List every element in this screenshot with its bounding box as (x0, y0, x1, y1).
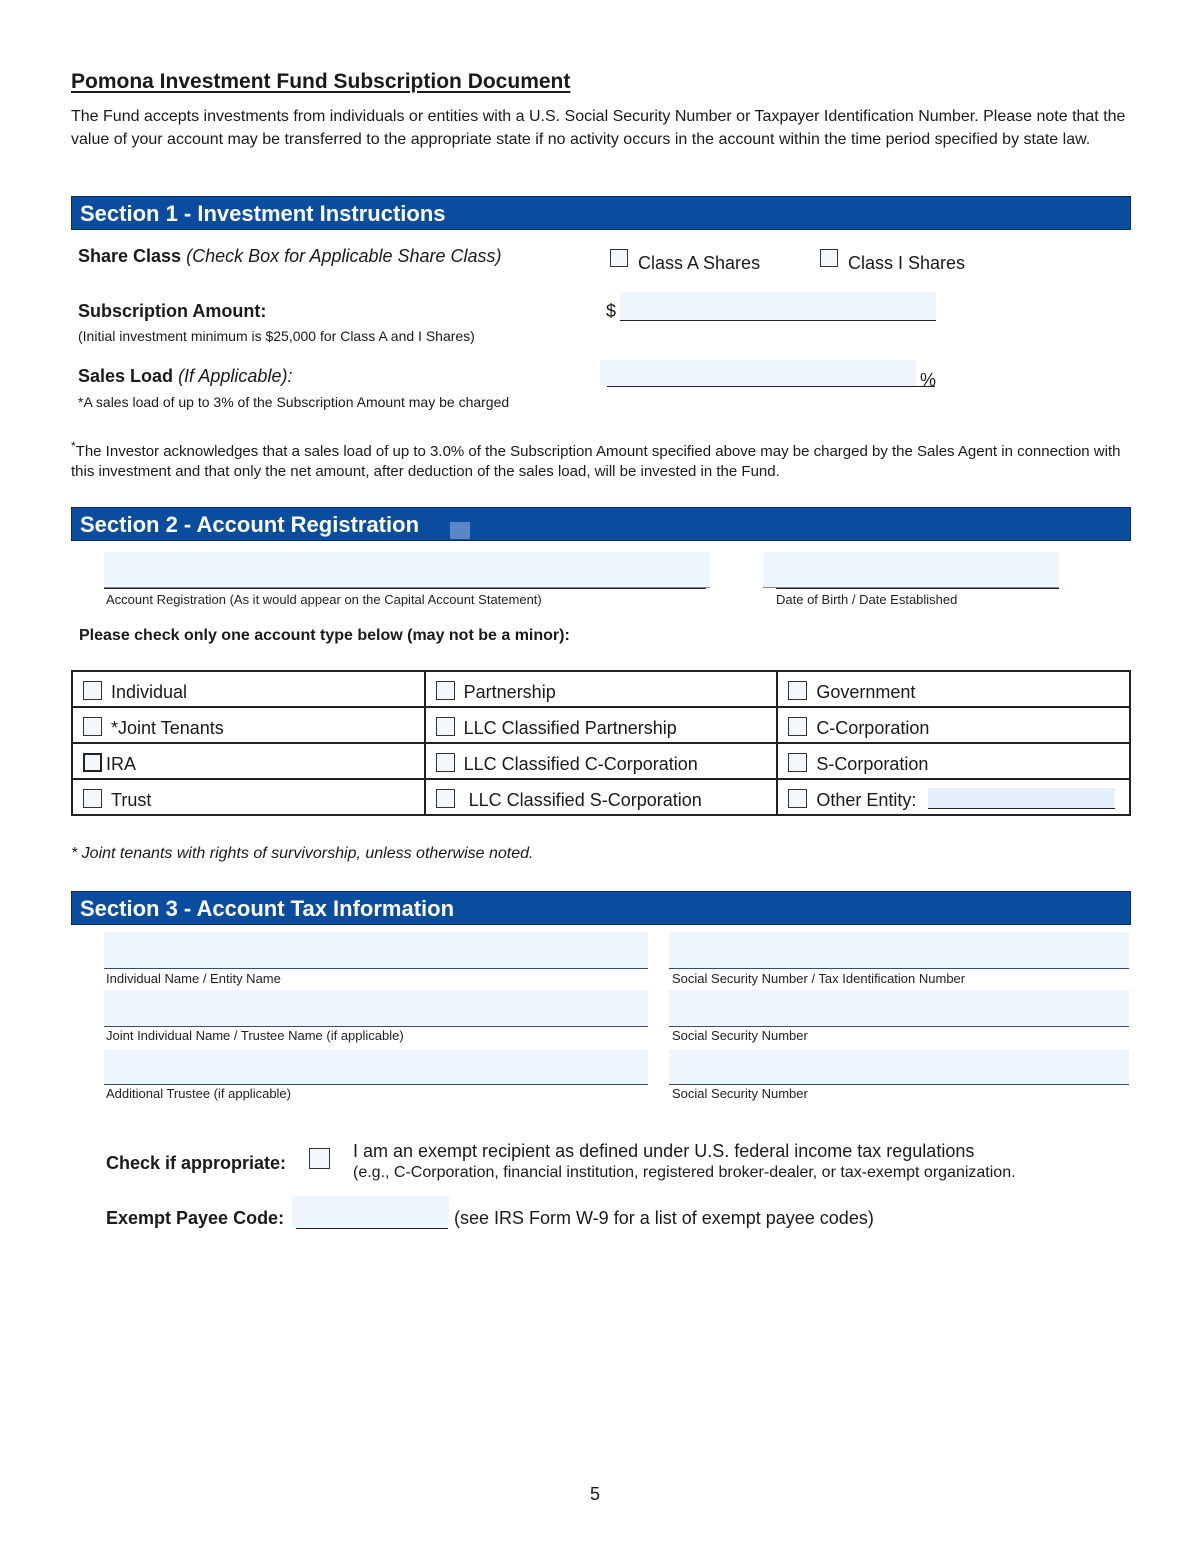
section-3-title: Section 3 - Account Tax Information (80, 896, 455, 921)
account-type-label: C-Corporation (816, 718, 930, 738)
ack-star: * (71, 439, 76, 453)
account-type-label: Partnership (463, 682, 556, 702)
joint-name-caption: Joint Individual Name / Trustee Name (if applicable) (106, 1028, 404, 1043)
intro-paragraph: The Fund accepts investments from individuals or entities with a U.S. Social Security Number or Taxpayer Identification Number. Please note that the value of your account may be transferred to the appropriate state if no activity occurs in the account within the time period specified by state law. (71, 108, 1126, 148)
account-type-partnership[interactable] (425, 671, 778, 707)
sales-load-input[interactable] (600, 360, 916, 386)
additional-ssn-input[interactable] (669, 1050, 1129, 1085)
class-a-checkbox[interactable] (610, 249, 628, 267)
table-row (72, 671, 1130, 707)
checkbox-icon[interactable] (436, 717, 455, 736)
share-class-label-text: Share Class (78, 246, 182, 266)
section-3-header (71, 891, 1131, 925)
exempt-payee-code-input[interactable] (292, 1196, 449, 1228)
exempt-payee-code-note: (see IRS Form W-9 for a list of exempt payee codes) (454, 1208, 874, 1228)
account-type-label: Other Entity: (816, 790, 917, 810)
account-type-label: Trust (111, 790, 152, 810)
checkbox-icon[interactable] (83, 753, 102, 772)
section-1-title: Section 1 - Investment Instructions (80, 201, 446, 226)
section-2-header (71, 507, 1131, 541)
account-type-government[interactable] (777, 671, 1130, 707)
section-1-header (71, 196, 1131, 230)
table-row (72, 779, 1130, 815)
date-of-birth-caption: Date of Birth / Date Established (776, 592, 958, 607)
checkbox-icon[interactable] (436, 753, 455, 772)
account-type-llc-c-corporation[interactable] (425, 743, 778, 779)
account-registration-underline (104, 588, 706, 589)
account-type-label: LLC Classified S-Corporation (463, 790, 702, 810)
tax-id-caption: Social Security Number / Tax Identification Number (672, 971, 966, 986)
table-row (72, 743, 1130, 779)
sales-load-label-text: Sales Load (78, 366, 174, 386)
dollar-sign: $ (606, 301, 617, 321)
exempt-payee-code-label: Exempt Payee Code: (106, 1208, 285, 1228)
other-entity-input[interactable] (928, 788, 1115, 809)
ack-text: The Investor acknowledges that a sales load of up to 3.0% of the Subscription Amount specified above may be charged by the Sales Agent in connection with this investment and that only the net amount, after deduction of the sales load, will be invested in the Fund. (71, 443, 1121, 480)
account-type-s-corporation[interactable] (777, 743, 1130, 779)
exempt-payee-code-underline (296, 1228, 448, 1229)
tax-id-input[interactable] (669, 932, 1129, 969)
account-type-other-entity[interactable] (777, 779, 1130, 815)
account-type-trust[interactable] (72, 779, 425, 815)
account-type-joint-tenants[interactable] (72, 707, 425, 743)
joint-ssn-caption: Social Security Number (672, 1028, 808, 1043)
account-type-label: LLC Classified Partnership (463, 718, 677, 738)
checkbox-icon[interactable] (436, 681, 455, 700)
section-2-title: Section 2 - Account Registration (80, 512, 420, 537)
account-type-llc-s-corporation[interactable] (425, 779, 778, 815)
account-type-label: Individual (111, 682, 188, 702)
account-type-label: IRA (106, 754, 137, 774)
exempt-recipient-line1: I am an exempt recipient as defined under U.S. federal income tax regulations (353, 1141, 975, 1161)
date-of-birth-input[interactable] (763, 552, 1059, 588)
sales-load-acknowledgement (71, 436, 1131, 482)
checkbox-icon[interactable] (83, 717, 102, 736)
page-number: 5 (590, 1484, 601, 1504)
checkbox-icon[interactable] (83, 681, 102, 700)
account-type-label: LLC Classified C-Corporation (463, 754, 698, 774)
date-of-birth-underline (776, 588, 1059, 589)
account-type-c-corporation[interactable] (777, 707, 1130, 743)
sales-load-note: *A sales load of up to 3% of the Subscription Amount may be charged (78, 394, 510, 410)
subscription-amount-input[interactable] (620, 292, 936, 321)
check-if-appropriate-label: Check if appropriate: (106, 1153, 287, 1173)
checkbox-icon[interactable] (788, 717, 807, 736)
exempt-recipient-line2: (e.g., C-Corporation, financial institution, registered broker-dealer, or tax-exempt organization. (353, 1164, 1016, 1181)
joint-name-input[interactable] (104, 990, 648, 1027)
class-i-label: Class I Shares (848, 253, 966, 273)
share-class-label (78, 246, 502, 267)
percent-sign: % (920, 370, 937, 390)
account-type-table (71, 670, 1131, 816)
share-class-hint: (Check Box for Applicable Share Class) (186, 246, 502, 266)
checkbox-icon[interactable] (788, 681, 807, 700)
sales-load-underline (607, 386, 935, 387)
class-a-label: Class A Shares (638, 253, 761, 273)
checkbox-icon[interactable] (83, 789, 102, 808)
table-row (72, 707, 1130, 743)
account-type-llc-partnership[interactable] (425, 707, 778, 743)
document-title: Pomona Investment Fund Subscription Document (71, 70, 571, 93)
subscription-amount-note: (Initial investment minimum is $25,000 for Class A and I Shares) (78, 328, 475, 344)
checkbox-icon[interactable] (436, 789, 455, 808)
checkbox-icon[interactable] (788, 753, 807, 772)
account-registration-input[interactable] (104, 552, 710, 588)
section-2-header-field[interactable] (450, 522, 470, 539)
subscription-amount-label: Subscription Amount: (78, 301, 267, 321)
account-registration-caption: Account Registration (As it would appear on the Capital Account Statement) (106, 592, 542, 607)
additional-trustee-caption: Additional Trustee (if applicable) (106, 1086, 291, 1101)
exempt-recipient-checkbox[interactable] (309, 1148, 330, 1169)
entity-name-input[interactable] (104, 932, 648, 969)
account-type-individual[interactable] (72, 671, 425, 707)
sales-load-hint: (If Applicable): (178, 366, 293, 386)
additional-trustee-input[interactable] (104, 1050, 648, 1085)
account-type-label: Government (816, 682, 916, 702)
checkbox-icon[interactable] (788, 789, 807, 808)
account-type-prompt: Please check only one account type below (may not be a minor): (79, 627, 570, 644)
class-i-checkbox[interactable] (820, 249, 838, 267)
account-type-label: S-Corporation (816, 754, 929, 774)
joint-ssn-input[interactable] (669, 990, 1129, 1027)
sales-load-label (78, 366, 292, 387)
account-type-label: *Joint Tenants (111, 718, 224, 738)
additional-ssn-caption: Social Security Number (672, 1086, 808, 1101)
entity-name-caption: Individual Name / Entity Name (106, 971, 281, 986)
account-type-ira[interactable] (72, 743, 425, 779)
joint-tenants-footnote: * Joint tenants with rights of survivorship, unless otherwise noted. (71, 845, 534, 862)
